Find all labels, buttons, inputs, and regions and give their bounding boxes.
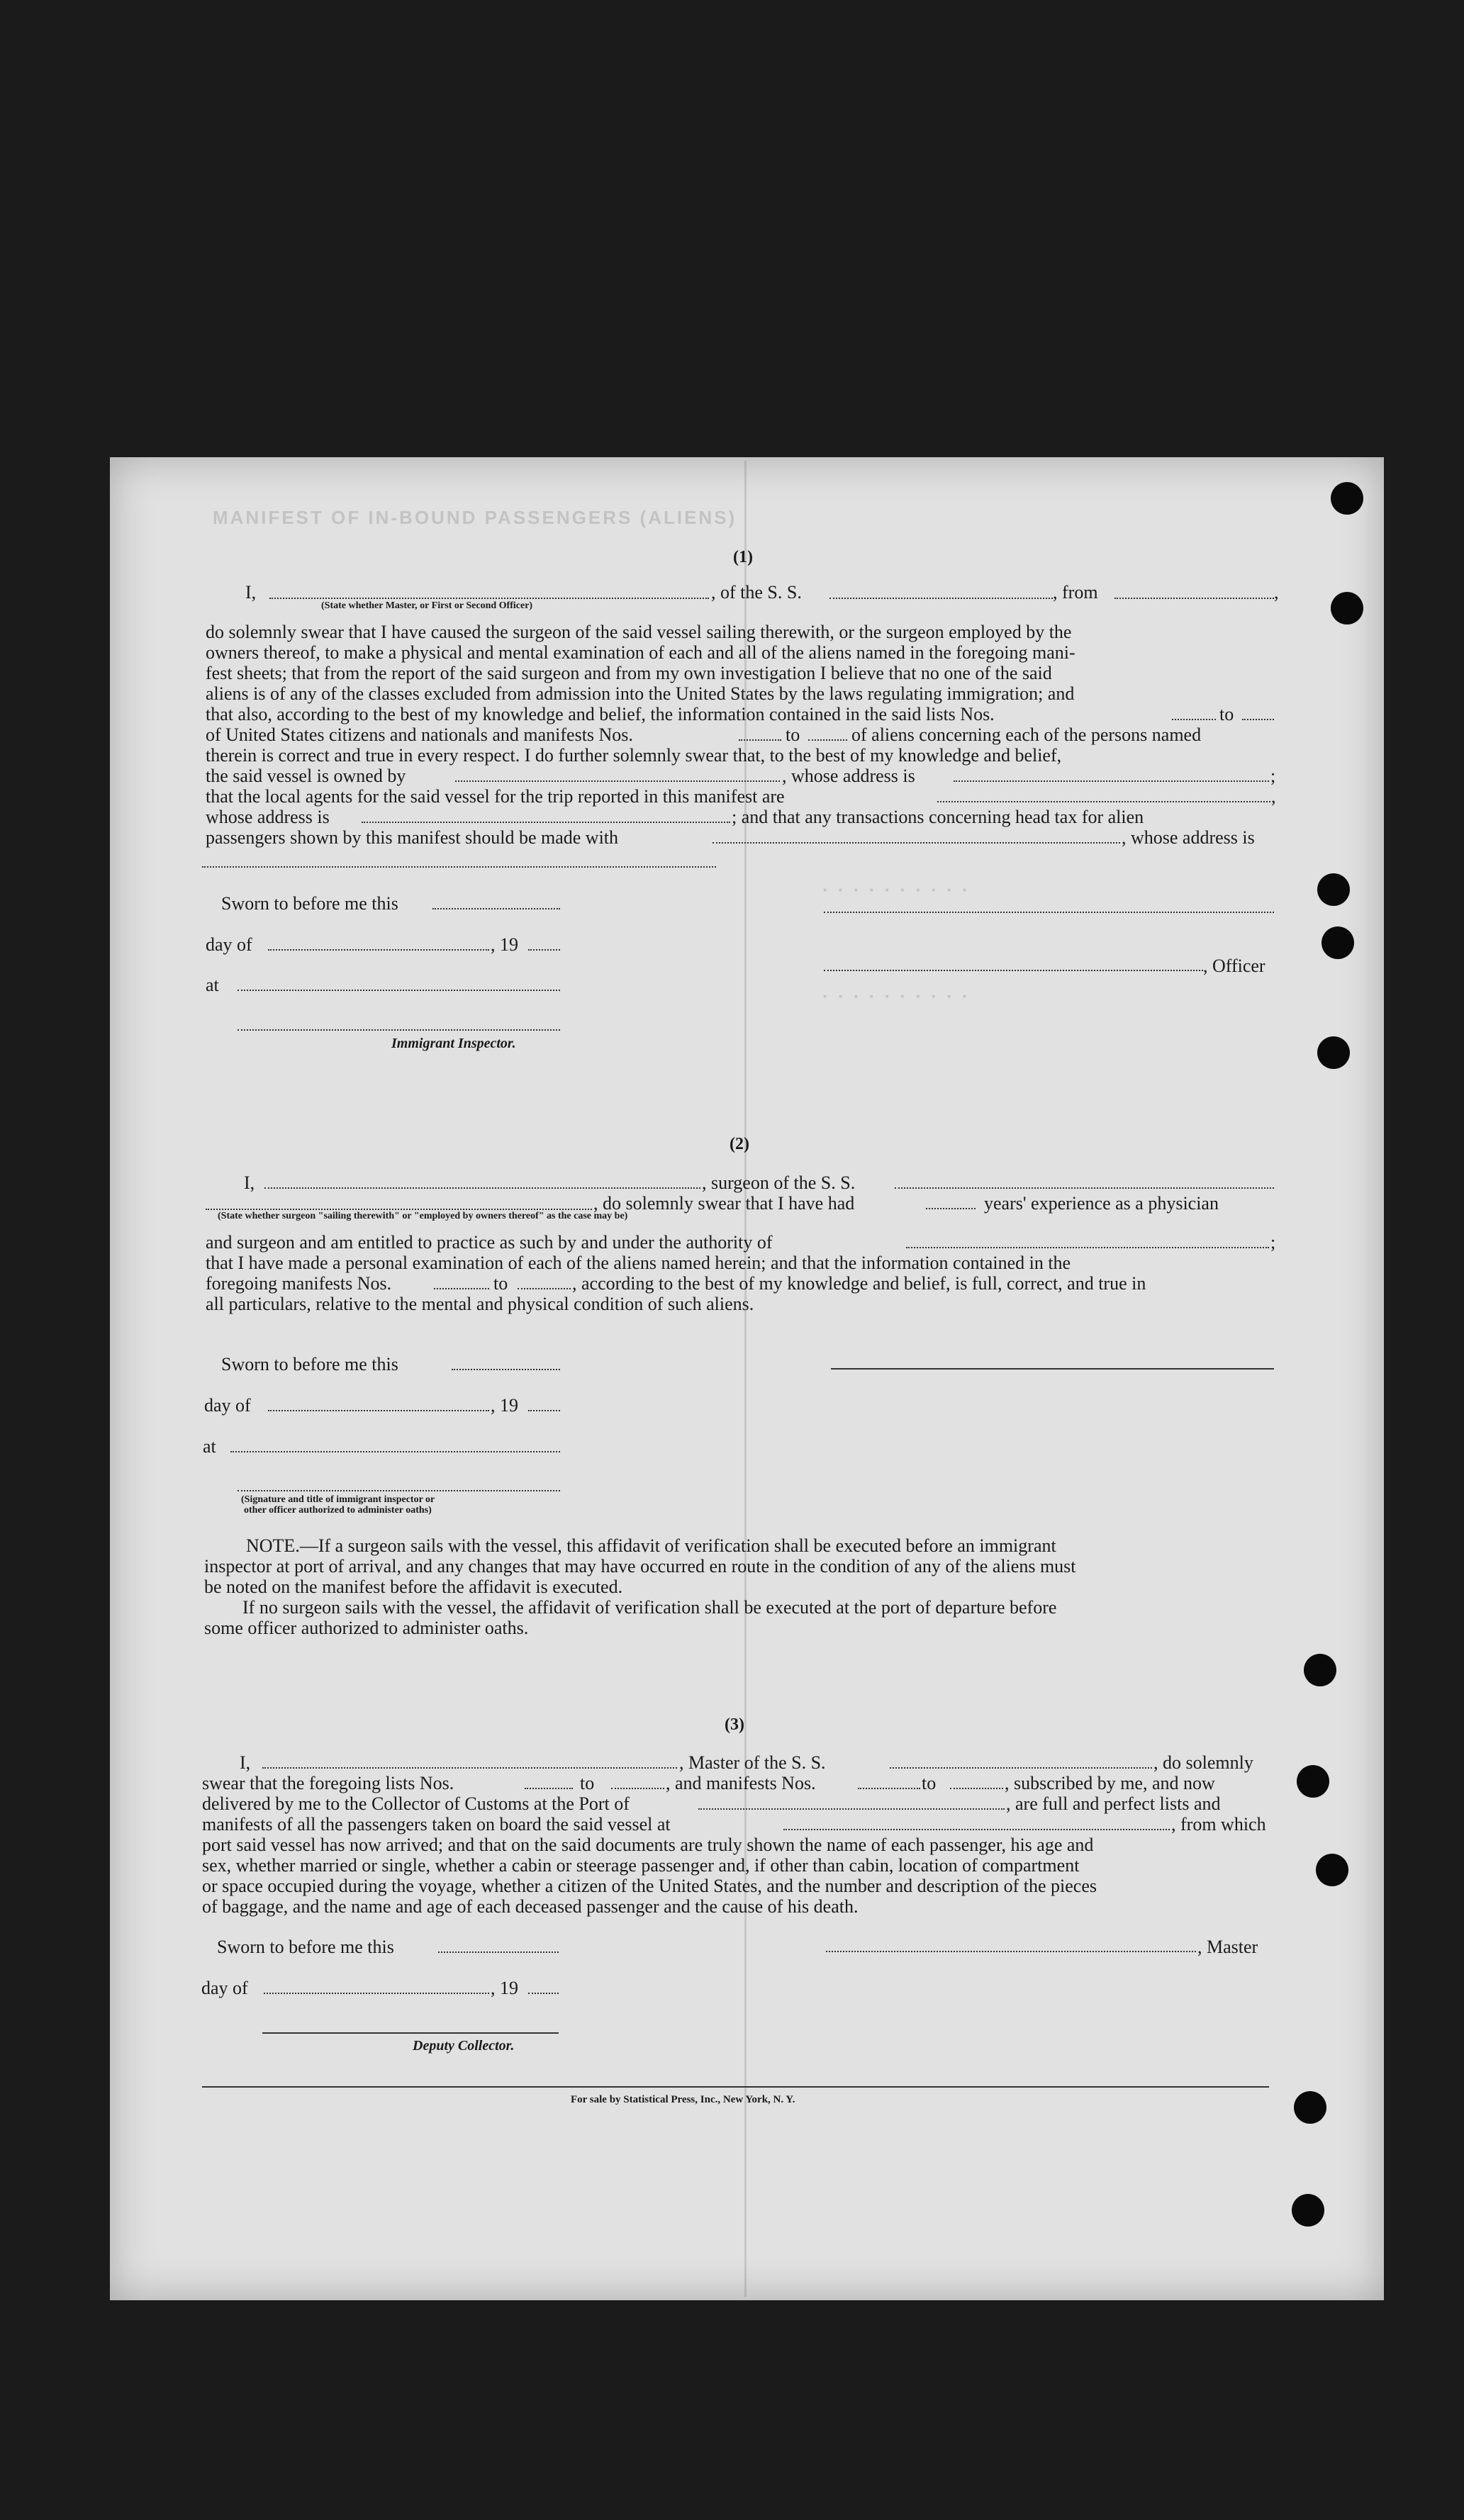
s2-signature-caption-2: other officer authorized to administer oaths): [244, 1505, 432, 1516]
s1-line-8: the said vessel is owned by: [206, 766, 406, 786]
s1-sworn-date-line: [432, 908, 560, 909]
s3-master-name-line: [262, 1767, 677, 1769]
s3-vessel-line: [890, 1767, 1152, 1769]
s3-manifest-from-line: [858, 1788, 920, 1789]
s1-line-1: do solemnly swear that I have caused the surgeon of the said vessel sailing therewith, or the surgeon employed by the: [206, 622, 1072, 642]
s1-vessel-line: [829, 598, 1053, 599]
s2-year-line: [528, 1410, 560, 1411]
s2-year: , 19: [491, 1395, 518, 1416]
punch-hole: [1331, 592, 1363, 625]
s1-month-line: [268, 949, 489, 951]
s2-line-3: and surgeon and am entitled to practice as such by and under the authority of: [206, 1232, 773, 1253]
punch-hole: [1317, 873, 1350, 906]
s2-swear: , do solemnly swear that I have had: [593, 1193, 855, 1214]
s3-line-2b: , and manifests Nos.: [666, 1773, 816, 1793]
s1-lists-from-line: [1172, 719, 1216, 720]
s1-officer-signature-line: [824, 970, 1203, 971]
s1-day-of: day of: [206, 934, 252, 955]
s1-line-6-end: of aliens concerning each of the persons named: [851, 724, 1202, 745]
s1-to-2: to: [786, 724, 800, 745]
s1-officer-title-line: [269, 598, 709, 599]
s3-I: I,: [240, 1752, 251, 1773]
s1-comma: ,: [1274, 582, 1279, 603]
s3-to: to: [580, 1773, 595, 1793]
s2-I: I,: [244, 1172, 255, 1193]
s3-master: , Master: [1197, 1937, 1258, 1957]
section-1-number: (1): [733, 548, 753, 566]
s3-line-8: of baggage, and the name and age of each deceased passenger and the cause of his death.: [202, 1896, 859, 1917]
s1-line-10-end: ; and that any transactions concerning head tax for alien: [732, 807, 1144, 827]
s2-sworn-date-line: [452, 1369, 560, 1370]
s2-inspector-signature-line: [238, 1490, 560, 1491]
s2-at: at: [203, 1436, 216, 1457]
s3-line-4b: , from which: [1171, 1814, 1266, 1835]
s1-line-5: that also, according to the best of my knowledge and belief, the information contained in the said lists Nos.: [206, 704, 995, 724]
s3-line-3a: delivered by me to the Collector of Customs at the Port of: [202, 1793, 630, 1814]
s2-status-caption: (State whether surgeon "sailing therewith" or "employed by owners thereof" as the case may be): [218, 1211, 628, 1221]
punch-hole: [1321, 926, 1354, 959]
s1-line-7: therein is correct and true in every respect. I do further solemnly swear that, to the best of my knowledge and belief,: [206, 745, 1062, 766]
s1-from: , from: [1053, 582, 1098, 603]
s3-year: , 19: [491, 1978, 518, 1998]
s3-sworn: Sworn to before me this: [217, 1937, 394, 1957]
s1-line-6: of United States citizens and nationals and manifests Nos.: [206, 724, 633, 745]
s3-master-signature-line: [826, 1951, 1196, 1952]
s1-I: I,: [245, 582, 257, 603]
s3-lists-from-line: [525, 1788, 573, 1789]
s1-title-caption: (State whether Master, or First or Second Officer): [321, 600, 533, 611]
printer-footer: For sale by Statistical Press, Inc., New York, N. Y.: [571, 2094, 795, 2105]
s2-years: years' experience as a physician: [984, 1193, 1219, 1214]
s3-line-4a: manifests of all the passengers taken on board the said vessel at: [202, 1814, 671, 1835]
s1-to: to: [1219, 704, 1234, 724]
s2-note-3: be noted on the manifest before the affidavit is executed.: [204, 1577, 623, 1597]
s2-surgeon-of: , surgeon of the S. S.: [702, 1172, 856, 1193]
section-2-number: (2): [730, 1135, 749, 1153]
s1-of-ss: , of the S. S.: [711, 582, 802, 603]
s1-owner-address-line: [954, 780, 1269, 782]
footer-rule: [202, 2086, 1269, 2088]
s2-note-5: some officer authorized to administer oaths.: [204, 1618, 529, 1638]
s2-semicolon: ;: [1270, 1232, 1276, 1253]
s1-line-9: that the local agents for the said vessel for the trip reported in this manifest are: [206, 786, 785, 807]
s2-note-4: If no surgeon sails with the vessel, the affidavit of verification shall be executed at the port of departure before: [242, 1597, 1057, 1618]
s2-month-line: [268, 1410, 489, 1411]
s2-years-line: [926, 1208, 976, 1209]
punch-hole: [1292, 2194, 1324, 2227]
s2-authority-line: [906, 1247, 1269, 1248]
punch-hole: [1297, 1765, 1329, 1798]
s3-year-line: [528, 1993, 559, 1994]
s2-manifest-from-line: [434, 1288, 489, 1289]
s3-to-2: to: [922, 1773, 937, 1793]
s1-inspector-caption: Immigrant Inspector.: [391, 1036, 516, 1051]
s3-manifest-to-line: [950, 1788, 1003, 1789]
s2-signature-caption-1: (Signature and title of immigrant inspector or: [241, 1494, 435, 1505]
s2-vessel-line: [895, 1187, 1274, 1189]
s2-day-of: day of: [204, 1395, 251, 1416]
s1-line-2: owners thereof, to make a physical and mental examination of each and all of the aliens named in the foregoing mani-: [206, 642, 1075, 663]
s1-sworn: Sworn to before me this: [221, 893, 398, 914]
s2-at-line: [230, 1451, 560, 1452]
s3-do-solemnly: , do solemnly: [1153, 1752, 1253, 1773]
s3-port-line: [698, 1808, 1005, 1810]
s3-collector-caption: Deputy Collector.: [413, 2038, 515, 2054]
s1-year-line: [528, 949, 560, 951]
s3-collector-signature-line: [262, 2032, 559, 2034]
s1-line-10: whose address is: [206, 807, 330, 827]
punch-hole: [1294, 2091, 1326, 2124]
s3-line-5: port said vessel has now arrived; and that on the said documents are truly shown the name of each passenger, his age and: [202, 1835, 1094, 1855]
s3-embark-port-line: [783, 1829, 1170, 1830]
fold-crease: [744, 461, 747, 2297]
s3-month-line: [264, 1993, 489, 1994]
bleed-through-mark: · · · · · · · · · ·: [822, 985, 971, 1007]
s2-surgeon-name-line: [264, 1187, 700, 1189]
s1-owner-line: [455, 780, 780, 782]
s1-agents-address-line: [362, 822, 730, 823]
s3-master-of: , Master of the S. S.: [679, 1752, 826, 1773]
s1-inspector-signature-line: [238, 1029, 560, 1031]
s1-line-3: fest sheets; that from the report of the said surgeon and from my own investigation I believe that no one of the said: [206, 663, 1052, 683]
s1-manifest-from-line: [739, 739, 781, 741]
section-3-number: (3): [725, 1715, 744, 1734]
s1-year: , 19: [491, 934, 518, 955]
s3-line-3b: , are full and perfect lists and: [1006, 1793, 1221, 1814]
s1-at-line: [238, 990, 560, 991]
s1-line-11: passengers shown by this manifest should be made with: [206, 827, 619, 848]
bleed-through-mark: MANIFEST OF IN-BOUND PASSENGERS (ALIENS): [213, 507, 737, 528]
s2-to: to: [493, 1273, 508, 1294]
s2-line-6: all particulars, relative to the mental and physical condition of such aliens.: [206, 1294, 754, 1314]
s2-line-4: that I have made a personal examination of each of the aliens named herein; and that the information contained in the: [206, 1253, 1071, 1273]
s2-manifest-to-line: [518, 1288, 571, 1289]
s3-line-7: or space occupied during the voyage, whether a citizen of the United States, and the number and description of the pieces: [202, 1876, 1097, 1896]
s3-day-of: day of: [201, 1978, 248, 1998]
s2-note-2: inspector at port of arrival, and any changes that may have occurred en route in the condition of any of the aliens must: [204, 1556, 1076, 1577]
s1-from-line: [1114, 598, 1274, 599]
s3-line-2a: swear that the foregoing lists Nos.: [202, 1773, 454, 1793]
s3-line-6: sex, whether married or single, whether a cabin or steerage passenger and, if other than cabin, location of compartment: [202, 1855, 1080, 1876]
punch-hole: [1316, 1854, 1348, 1886]
bleed-through-mark: · · · · · · · · · ·: [822, 879, 971, 900]
s1-semicolon: ;: [1270, 766, 1276, 786]
s2-surgeon-status-line: [206, 1209, 592, 1210]
s1-whose-address: , whose address is: [782, 766, 915, 786]
s3-sworn-date-line: [438, 1951, 559, 1953]
s1-line-4: aliens is of any of the classes excluded from admission into the United States by the laws regulating immigration; and: [206, 683, 1075, 704]
punch-hole: [1317, 1036, 1350, 1069]
s1-officer-line-1: [824, 912, 1274, 913]
s1-manifest-to-line: [808, 739, 847, 741]
s1-agents-line: [937, 801, 1270, 802]
s2-line-5b: , according to the best of my knowledge and belief, is full, correct, and true in: [572, 1273, 1146, 1294]
punch-hole: [1331, 482, 1363, 515]
s1-comma-2: ,: [1271, 786, 1276, 807]
s2-note-1: NOTE.—If a surgeon sails with the vessel, this affidavit of verification shall be executed before an immigrant: [246, 1535, 1056, 1556]
s1-at: at: [206, 975, 219, 995]
s3-line-2c: , subscribed by me, and now: [1005, 1773, 1215, 1793]
s1-lists-to-line: [1242, 719, 1274, 720]
s2-sworn: Sworn to before me this: [221, 1354, 398, 1374]
s2-surgeon-signature-line: [831, 1368, 1274, 1370]
s2-line-5a: foregoing manifests Nos.: [206, 1273, 392, 1294]
s1-line-11-end: , whose address is: [1122, 827, 1255, 848]
s1-officer: , Officer: [1203, 956, 1265, 976]
punch-hole: [1304, 1654, 1336, 1686]
s3-lists-to-line: [611, 1788, 664, 1789]
s1-head-tax-line: [713, 842, 1120, 844]
s1-head-tax-address-line: [202, 866, 716, 868]
